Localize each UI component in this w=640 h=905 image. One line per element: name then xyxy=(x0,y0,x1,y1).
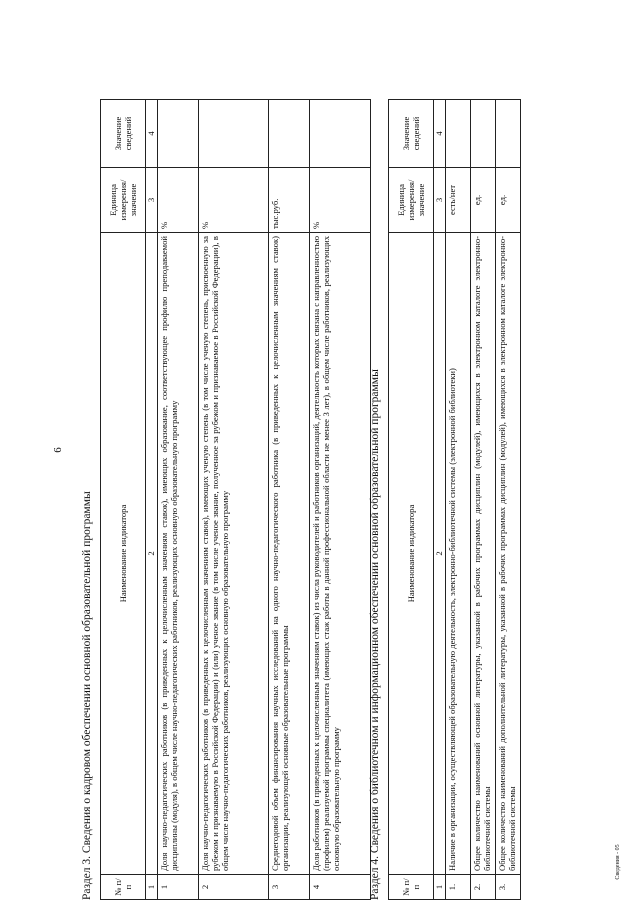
indicator-name: Среднегодовой объем финансирования научных исследований на одного научно-педагогического работника (в приведенных к целочисленным значениям ставок) организации, реализующей основные образовательные программы xyxy=(269,233,310,875)
header-name: Наименование индикатора xyxy=(101,233,146,875)
indicator-value xyxy=(199,100,269,168)
indicator-unit: тыс.руб. xyxy=(269,168,310,233)
page-number: 6 xyxy=(52,447,64,453)
indicator-name: Общее количество наименований основной литературы, указанной в рабочих программах дисциплин (модулей), имеющихся в электронном каталоге электронно-библиотечной системы xyxy=(471,233,496,875)
table-row xyxy=(446,100,471,900)
footer-code: Сведения - 05 xyxy=(615,844,621,880)
table-row xyxy=(310,100,371,900)
header-num: № п/п xyxy=(389,875,434,900)
section-3-title: Раздел 3. Сведения о кадровом обеспечении основной образовательной программы xyxy=(81,491,93,900)
indicator-unit: % xyxy=(199,168,269,233)
header-num: № п/п xyxy=(101,875,146,900)
index-cell: 1 xyxy=(146,875,158,900)
indicator-value xyxy=(446,100,471,168)
row-num: 2. xyxy=(471,875,496,900)
indicator-unit: % xyxy=(310,168,371,233)
indicator-name: Наличие в организации, осуществляющей образовательную деятельность, электронно-библиотечной системы (электронной библиотеки) xyxy=(446,233,471,875)
section-4 xyxy=(368,100,521,900)
table-row xyxy=(496,100,521,900)
table-row xyxy=(199,100,269,900)
indicator-value xyxy=(496,100,521,168)
header-unit: Единица измерения/ значение xyxy=(101,168,146,233)
indicator-value xyxy=(269,100,310,168)
row-num: 3 xyxy=(269,875,310,900)
column-index-row xyxy=(146,100,158,900)
indicator-value xyxy=(158,100,199,168)
index-cell: 2 xyxy=(146,233,158,875)
header-value: Значение сведений xyxy=(389,100,434,168)
staffing-table xyxy=(100,99,371,900)
indicator-value xyxy=(471,100,496,168)
table-row xyxy=(269,100,310,900)
table-header-row xyxy=(389,100,434,900)
indicator-name: Доля научно-педагогических работников (в приведенных к целочисленным значениям ставок), имеющих образование, соответствующее профилю преподаваемой дисциплины (модуля), в общем числе научно-педагогических работников, реализующих основную образовательную программу xyxy=(158,233,199,875)
table-header-row xyxy=(101,100,146,900)
indicator-unit: ед. xyxy=(496,168,521,233)
row-num: 1. xyxy=(446,875,471,900)
indicator-name: Доля работников (в приведенных к целочисленным значениям ставок) из числа руководителей и работников организаций, деятельность которых связана с направленностью (профилем) реализуемой программы специалитета (имеющих стаж работы в данной профессиональной области не менее 3 лет), в общем числе работников, реализующих основную образовательную программу xyxy=(310,233,371,875)
index-cell: 4 xyxy=(146,100,158,168)
index-cell: 1 xyxy=(434,875,446,900)
indicator-name: Доля научно-педагогических работников (в приведенных к целочисленным значениям ставок), имеющих ученую степень (в том числе ученую степень, присвоенную за рубежом и признаваемую в Российской Федерации) и (или) ученое звание (в том числе ученое звание, полученное за рубежом и признаваемое в Российской Федерации), в общем числе научно-педагогических работников, реализующих основную образовательную программу xyxy=(199,233,269,875)
column-index-row xyxy=(434,100,446,900)
row-num: 3. xyxy=(496,875,521,900)
table-row xyxy=(158,100,199,900)
index-cell: 3 xyxy=(146,168,158,233)
header-name: Наименование индикатора xyxy=(389,233,434,875)
indicator-name: Общее количество наименований дополнительной литературы, указанной в рабочих программах дисциплин (модулей), имеющихся в электронном каталоге электронно-библиотечной системы xyxy=(496,233,521,875)
index-cell: 3 xyxy=(434,168,446,233)
indicator-unit: ед. xyxy=(471,168,496,233)
indicator-unit: есть/нет xyxy=(446,168,471,233)
index-cell: 2 xyxy=(434,233,446,875)
library-table xyxy=(388,99,521,900)
indicator-unit: % xyxy=(158,168,199,233)
header-value: Значение сведений xyxy=(101,100,146,168)
row-num: 2 xyxy=(199,875,269,900)
section-3 xyxy=(80,100,371,900)
header-unit: Единица измерения/ значение xyxy=(389,168,434,233)
table-row xyxy=(471,100,496,900)
index-cell: 4 xyxy=(434,100,446,168)
indicator-value xyxy=(310,100,371,168)
section-4-title: Раздел 4. Сведения о библиотечном и информационном обеспечении основной образовательной программы xyxy=(369,369,381,900)
row-num: 4 xyxy=(310,875,371,900)
row-num: 1 xyxy=(158,875,199,900)
